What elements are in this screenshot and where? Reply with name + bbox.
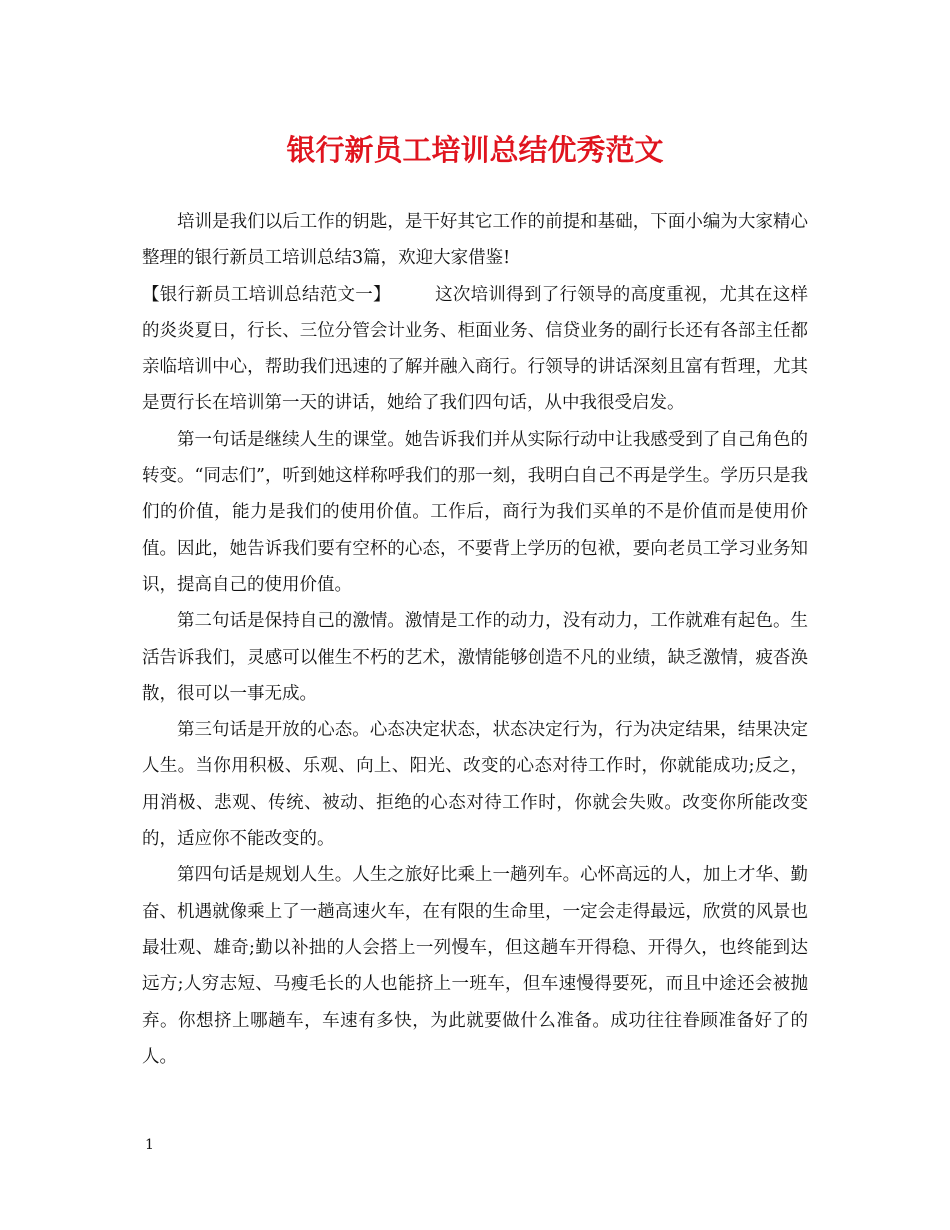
intro-paragraph: 培训是我们以后工作的钥匙，是干好其它工作的前提和基础，下面小编为大家精心整理的银行新员工培训总结3篇，欢迎大家借鉴!: [142, 212, 808, 269]
body-paragraph-4: 第四句话是规划人生。人生之旅好比乘上一趟列车。心怀高远的人，加上才华、勤奋、机遇就像乘上了一趟高速火车，在有限的生命里，一定会走得最远，欣赏的风景也最壮观、雄奇;勤以补拙的人会搭上一列慢车，但这趟车开得稳、开得久，也终能到达远方;人穷志短、马瘦毛长的人也能挤上一班车，但车速慢得要死，而且中途还会被抛弃。你想挤上哪趟车，车速有多快，为此就要做什么准备。成功往往眷顾准备好了的人。: [142, 865, 808, 1067]
section-first-text: 这次培训得到了行领导的高度重视，尤其在这样的炎炎夏日，行长、三位分管会计业务、柜面业务、信贷业务的副行长还有各部主任都亲临培训中心，帮助我们迅速的了解并融入商行。行领导的讲话深刻且富有哲理，尤其是贾行长在培训第一天的讲话，她给了我们四句话，从中我很受启发。: [142, 284, 809, 414]
body-paragraph-2: 第二句话是保持自己的激情。激情是工作的动力，没有动力，工作就难有起色。生活告诉我们，灵感可以催生不朽的艺术，激情能够创造不凡的业绩，缺乏激情，疲沓涣散，很可以一事无成。: [142, 611, 808, 704]
body-paragraph-3: 第三句话是开放的心态。心态决定状态，状态决定行为，行为决定结果，结果决定人生。当你用积极、乐观、向上、阳光、改变的心态对待工作时，你就能成功;反之，用消极、悲观、传统、被动、拒绝的心态对待工作时，你就会失败。改变你所能改变的，适应你不能改变的。: [142, 720, 808, 850]
body-paragraph-1: 第一句话是继续人生的课堂。她告诉我们并从实际行动中让我感受到了自己角色的转变。“同志们”，听到她这样称呼我们的那一刻，我明白自己不再是学生。学历只是我们的价值，能力是我们的使用价值。工作后，商行为我们买单的不是价值而是使用价值。因此，她告诉我们要有空杯的心态，不要背上学历的包袱，要向老员工学习业务知识，提高自己的使用价值。: [142, 429, 808, 595]
section-one-paragraph: [142, 277, 808, 422]
page-number: 1: [145, 1137, 154, 1153]
section-heading: 【银行新员工培训总结范文一】: [142, 284, 391, 305]
document-body: [142, 204, 808, 1075]
document-title: 银行新员工培训总结优秀范文: [286, 133, 664, 167]
